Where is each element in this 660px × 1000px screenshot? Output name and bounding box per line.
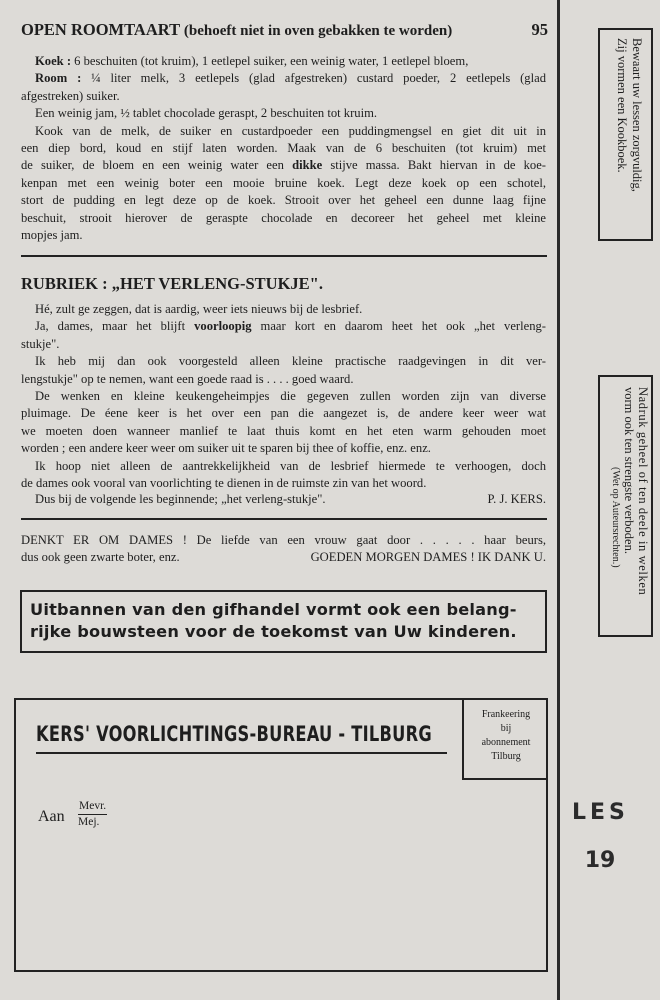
salutation-mej: Mej. bbox=[78, 816, 100, 828]
notice-line: dus ook geen zwarte boter, enz. bbox=[21, 550, 180, 565]
text-line: afgestreken) suiker. bbox=[21, 88, 120, 103]
address-to: Aan bbox=[38, 808, 65, 825]
notice-greeting: GOEDEN MORGEN DAMES ! IK DANK U. bbox=[310, 550, 546, 565]
slogan-line: rijke bouwsteen voor de toekomst van Uw kinderen. bbox=[30, 622, 517, 641]
text-line: mopjes jam. bbox=[21, 227, 83, 242]
text-line: stukje". bbox=[21, 336, 60, 351]
address-box bbox=[14, 698, 548, 972]
copyright-box bbox=[598, 375, 653, 637]
text-line: kenpan met een weinig boter een mooie bruine koek. Legt deze koek op een schotel, bbox=[21, 175, 546, 190]
text-line: De wenken en kleine keukengeheimpjes die gegeven zullen worden zijn van diverse bbox=[35, 388, 546, 403]
text-line: pluimage. De éene keer is het over een pan die aangezet is, de andere keer weer wat bbox=[21, 406, 546, 421]
text-line: worden ; een andere keer weer om suiker uit te sparen bij thee of koffie, enz. enz. bbox=[21, 441, 431, 456]
copyright-line: vorm ook ten strengste verboden. bbox=[622, 387, 636, 554]
text-line: we moeten doen wanneer manlief te laat thuis komt en het eten warm gehouden moet bbox=[21, 423, 546, 438]
text-line: Hé, zult ge zeggen, dat is aardig, weer iets nieuws bij de lesbrief. bbox=[35, 302, 363, 316]
text-line: een diep bord, koud en stijf laten worden. Maak van de 6 beschuiten (tot kruim) met bbox=[21, 140, 546, 155]
keep-lessons-text bbox=[614, 38, 644, 192]
franking-line: abonnement bbox=[481, 737, 531, 748]
rubriek-closing: Dus bij de volgende les beginnende; „het verleng-stukje". bbox=[35, 492, 326, 506]
copyright-law: (Wet op Auteursrechten.) bbox=[610, 467, 621, 568]
signature: P. J. KERS. bbox=[487, 492, 546, 506]
text-line: de suiker, de bloem en een weinig water een dikke stijve massa. Bakt hiervan in de koe- bbox=[21, 158, 547, 173]
text-line: Ik hoop niet alleen de aantrekkelijkheid van de lesbrief hiermede te verhoogen, doch bbox=[35, 458, 546, 473]
notice-line: DENKT ER OM DAMES ! De liefde van een vrouw gaat door . . . . . haar beurs, bbox=[21, 533, 546, 547]
recipe-title-row bbox=[21, 20, 548, 40]
text-line: lengstukje" op te nemen, want een goede raad is . . . . goed waard. bbox=[21, 371, 354, 386]
divider bbox=[21, 255, 547, 257]
rubriek-closing-row bbox=[21, 491, 546, 508]
lesson-label: LES bbox=[572, 800, 629, 825]
recipe-title: OPEN ROOMTAART bbox=[21, 20, 180, 39]
rubriek-title: RUBRIEK : „HET VERLENG-STUKJE". bbox=[21, 274, 323, 293]
page-number: 95 bbox=[531, 20, 548, 39]
text-line: de dames ook vooral van voorlichting te dienen in de ruimste zin van het woord. bbox=[21, 475, 427, 490]
text-line: Ja, dames, maar het blijft voorloopig maar kort en daarom heet het ook „het verleng- bbox=[35, 319, 546, 334]
text-line: Room : ¼ liter melk, 3 eetlepels (glad afgestreken) custard poeder, 2 eetlepels (glad bbox=[35, 71, 546, 86]
copyright-text bbox=[608, 387, 650, 595]
text-line: beschuit, strooit hierover de geraspte chocolade en decoreer het geheel met kleine bbox=[21, 210, 546, 225]
keep-line: Zij vormen een Kookboek. bbox=[615, 38, 629, 173]
copyright-line: Nadruk geheel of ten deele in welken bbox=[636, 387, 650, 596]
text-line: Kook van de melk, de suiker en custardpoeder een puddingmengsel en giet dit uit in bbox=[35, 123, 546, 138]
rubriek-body bbox=[21, 301, 546, 492]
franking-line: Tilburg bbox=[491, 751, 521, 762]
keep-lessons-box bbox=[598, 28, 653, 241]
text-line: Een weinig jam, ½ tablet chocolade geraspt, 2 beschuiten tot kruim. bbox=[35, 106, 378, 121]
text-line: stort de pudding en legt deze op de koek. Strooit over het geheel een dunne laag fijne bbox=[21, 193, 546, 208]
text-line: Ik heb mij dan ook voorgesteld alleen kleine practische raadgevingen in dit ver- bbox=[35, 354, 546, 369]
slogan-box bbox=[20, 590, 547, 653]
salutation bbox=[78, 799, 107, 830]
slogan-line: Uitbannen van den gifhandel vormt ook een belang- bbox=[30, 600, 517, 619]
franking-line: Frankeering bbox=[481, 709, 531, 720]
salutation-mevr: Mevr. bbox=[78, 799, 107, 815]
sender-underline bbox=[36, 752, 447, 754]
keep-line: Bewaart uw lessen zorgvuldig, bbox=[630, 38, 644, 192]
sender-name: KERS' VOORLICHTINGS-BUREAU - TILBURG bbox=[36, 722, 432, 746]
lesson-number: 19 bbox=[584, 848, 616, 873]
recipe-heading bbox=[21, 20, 452, 40]
divider bbox=[21, 518, 547, 520]
franking-line: bij bbox=[500, 723, 512, 734]
text-line: Koek : 6 beschuiten (tot kruim), 1 eetlepel suiker, een weinig water, 1 eetlepel bloem, bbox=[35, 54, 469, 68]
franking-box bbox=[462, 698, 548, 780]
margin-rule bbox=[557, 0, 560, 1000]
recipe-body bbox=[21, 53, 546, 244]
recipe-subtitle: (behoeft niet in oven gebakken te worden) bbox=[183, 23, 453, 39]
notice bbox=[21, 532, 546, 567]
notice-row bbox=[21, 549, 546, 566]
